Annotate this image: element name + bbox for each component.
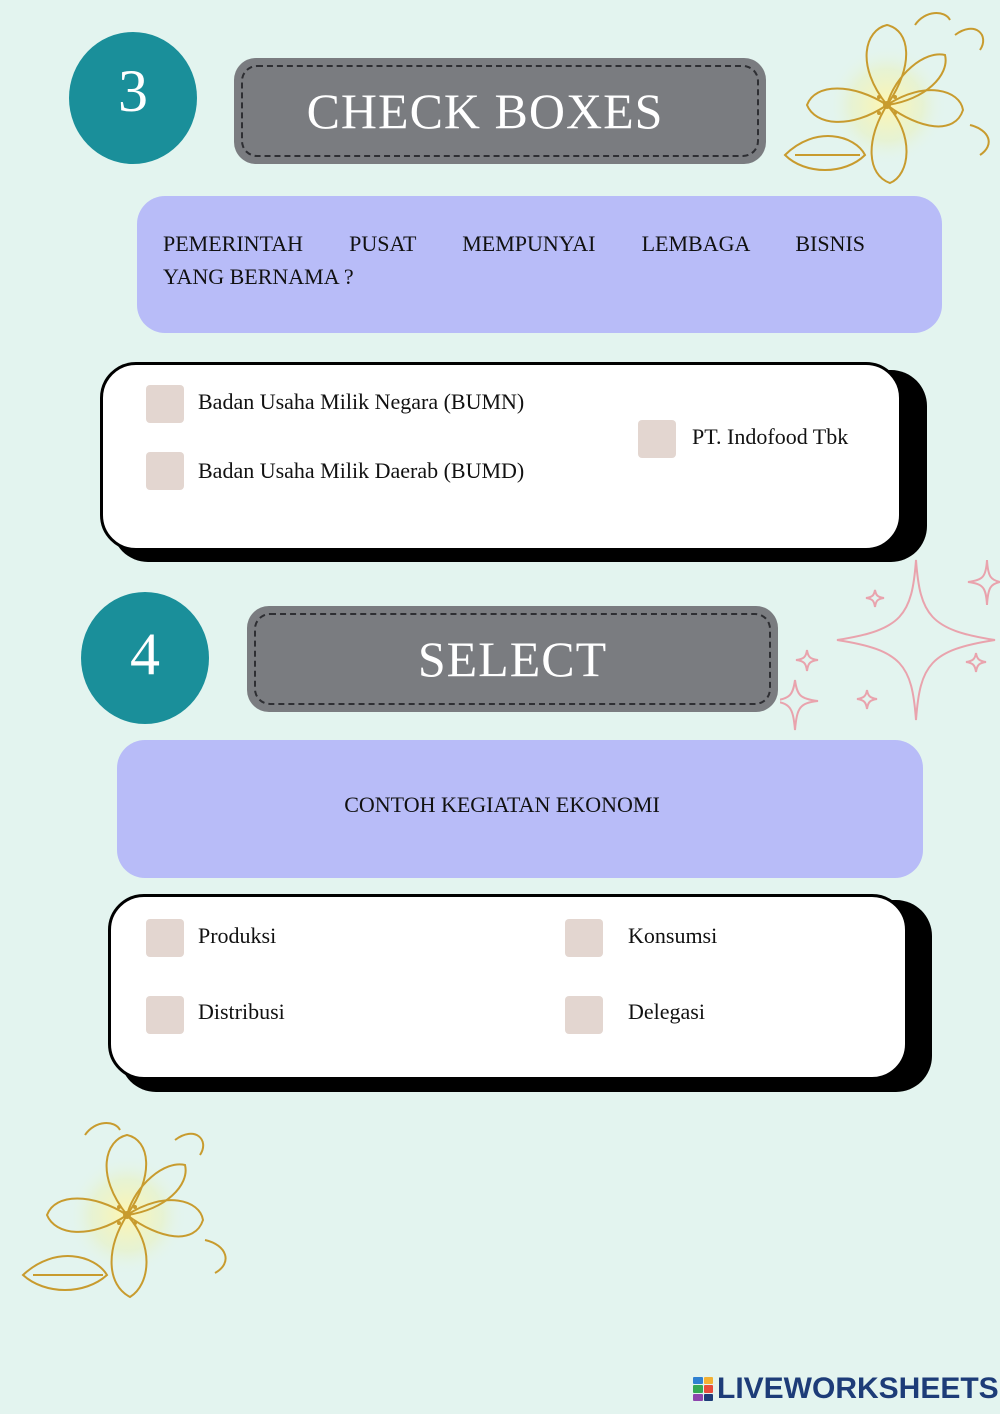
logo-text: LIVEWORKSHEETS bbox=[717, 1372, 999, 1405]
liveworksheets-logo bbox=[693, 1372, 999, 1406]
option-label: Badan Usaha Milik Daerab (BUMD) bbox=[198, 458, 525, 483]
option-label: Badan Usaha Milik Negara (BUMN) bbox=[198, 389, 525, 414]
flower-icon bbox=[15, 1115, 240, 1310]
section-title: SELECT bbox=[417, 631, 608, 687]
section-number-badge: 4 bbox=[81, 592, 209, 724]
checkbox[interactable] bbox=[565, 996, 603, 1034]
option-label: Konsumsi bbox=[628, 923, 718, 948]
checkbox[interactable] bbox=[146, 452, 184, 490]
option-label: Distribusi bbox=[198, 999, 285, 1024]
liveworksheets-logo-icon bbox=[693, 1377, 713, 1401]
question-text bbox=[163, 227, 865, 293]
checkbox[interactable] bbox=[146, 996, 184, 1034]
question-line: PEMERINTAH PUSAT MEMPUNYAI LEMBAGA BISNIS bbox=[163, 231, 865, 256]
section-title-box bbox=[247, 606, 778, 712]
option-label: Delegasi bbox=[628, 999, 705, 1024]
section-title-box bbox=[234, 58, 766, 164]
option-label: Produksi bbox=[198, 923, 277, 948]
checkbox[interactable] bbox=[565, 919, 603, 957]
option-label: PT. Indofood Tbk bbox=[692, 424, 849, 449]
flower-icon bbox=[775, 5, 1000, 195]
section-title: CHECK BOXES bbox=[306, 83, 664, 139]
question-text: CONTOH KEGIATAN EKONOMI bbox=[344, 792, 660, 817]
options-card bbox=[108, 894, 908, 1080]
checkbox[interactable] bbox=[638, 420, 676, 458]
checkbox[interactable] bbox=[146, 919, 184, 957]
section-number-badge: 3 bbox=[69, 32, 197, 164]
question-line: YANG BERNAMA ? bbox=[163, 264, 354, 289]
sparkle-icon bbox=[780, 555, 1000, 740]
checkbox[interactable] bbox=[146, 385, 184, 423]
